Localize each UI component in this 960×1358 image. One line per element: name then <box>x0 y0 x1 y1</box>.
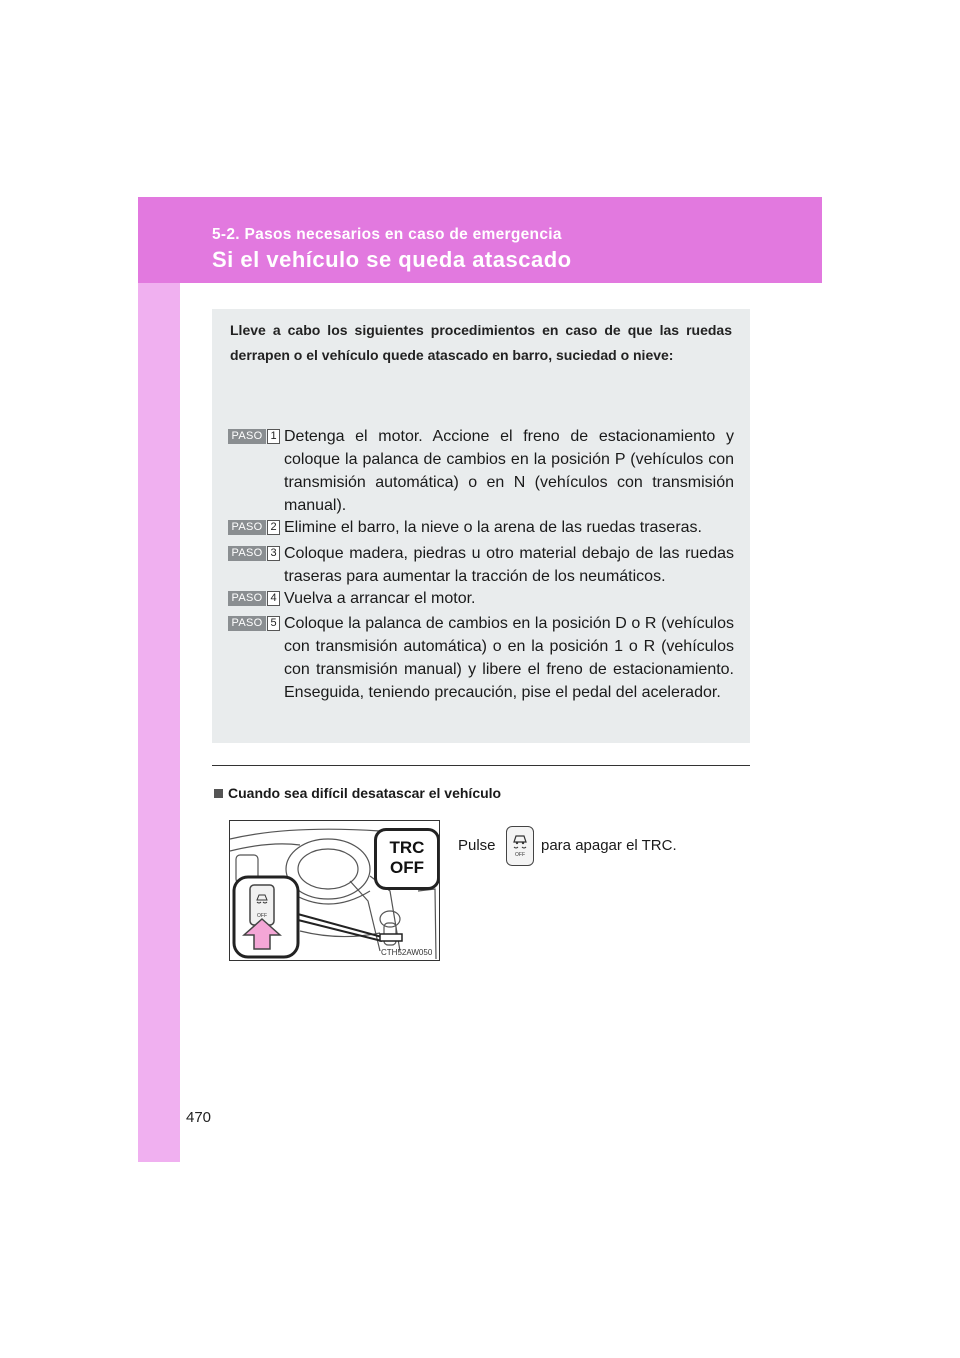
square-bullet-icon <box>214 789 223 798</box>
step-1 <box>228 425 734 517</box>
step-3 <box>228 542 734 588</box>
step-5 <box>228 612 734 704</box>
page-header <box>138 197 822 283</box>
step-text: Elimine el barro, la nieve o la arena de las ruedas traseras. <box>284 519 702 536</box>
step-text: Coloque madera, piedras u otro material debajo de las ruedas traseras para aumentar la tracción de los neumáticos. <box>284 545 734 585</box>
figure-off-label: OFF <box>257 913 267 919</box>
trc-off-callout <box>374 828 440 890</box>
step-badge <box>228 429 280 444</box>
note-heading-text: Cuando sea difícil desatascar el vehículo <box>228 785 502 801</box>
procedure-box <box>212 309 750 743</box>
step-badge-word: PASO <box>228 520 266 535</box>
button-off-label: OFF <box>515 852 525 858</box>
instruction-pulse: Pulse <box>458 837 496 854</box>
step-badge-number: 1 <box>267 429 280 444</box>
instruction-tail: para apagar el TRC. <box>541 837 677 854</box>
step-text: Detenga el motor. Accione el freno de estacionamiento y coloque la palanca de cambios en la posición P (vehículos con transmisión automática) o en N (vehículos con transmisión manual). <box>284 428 734 514</box>
note-heading <box>214 785 501 801</box>
trc-off-button-icon <box>506 826 534 866</box>
step-badge-number: 4 <box>267 591 280 606</box>
step-badge-number: 2 <box>267 520 280 535</box>
page-number: 470 <box>186 1109 212 1126</box>
step-badge-word: PASO <box>228 616 266 631</box>
step-badge-number: 3 <box>267 546 280 561</box>
step-badge-number: 5 <box>267 616 280 631</box>
side-bar <box>138 197 180 1162</box>
section-label: 5-2. Pasos necesarios en caso de emergencia <box>212 226 562 243</box>
step-text: Coloque la palanca de cambios en la posición D o R (vehículos con transmisión automática) o en la posición 1 o R (vehículos con transmisión manual) y libere el freno de estacionamiento. Enseguida, teniendo precaución, pise el pedal del acelerador. <box>284 615 734 701</box>
divider <box>212 765 750 766</box>
dashboard-figure <box>229 820 440 961</box>
step-4 <box>228 587 734 610</box>
figure-code: CTH52AW050 <box>381 948 433 957</box>
step-badge <box>228 616 280 631</box>
step-badge <box>228 520 280 535</box>
procedure-intro: Lleve a cabo los siguientes procedimientos en caso de que las ruedas derrapen o el vehículo quede atascado en barro, suciedad o nieve: <box>230 322 732 363</box>
callout-off-text: OFF <box>390 858 424 877</box>
callout-trc-text: TRC <box>389 838 425 857</box>
step-badge-word: PASO <box>228 591 266 606</box>
step-badge-word: PASO <box>228 546 266 561</box>
step-badge-word: PASO <box>228 429 266 444</box>
page-title: Si el vehículo se queda atascado <box>212 247 572 272</box>
step-badge <box>228 591 280 606</box>
step-badge <box>228 546 280 561</box>
step-text: Vuelva a arrancar el motor. <box>284 590 476 607</box>
step-2 <box>228 516 734 539</box>
